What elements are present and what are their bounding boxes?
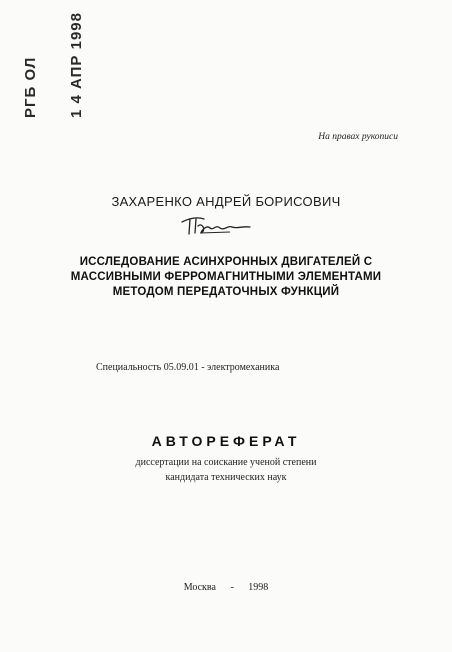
author-name: ЗАХАРЕНКО АНДРЕЙ БОРИСОВИЧ	[111, 194, 341, 209]
degree-purpose	[0, 455, 452, 485]
specialty-line: Специальность 05.09.01 - электромеханика	[96, 362, 280, 373]
stamp-date: 1 4 АПР 1998	[68, 12, 85, 118]
footer-dash: -	[230, 582, 234, 593]
stamp-library: РГБ ОЛ	[22, 56, 39, 118]
place-year	[0, 582, 452, 593]
title-line-3: МЕТОДОМ ПЕРЕДАТОЧНЫХ ФУНКЦИЙ	[112, 286, 340, 298]
signature-icon	[180, 214, 260, 236]
purpose-line-2: кандидата технических наук	[165, 472, 287, 483]
purpose-line-1: диссертации на соискание ученой степени	[135, 457, 317, 468]
manuscript-note: На правах рукописи	[318, 132, 398, 142]
dissertation-title	[0, 255, 452, 300]
abstract-heading: АВТОРЕФЕРАТ	[151, 433, 301, 449]
footer-city: Москва	[183, 582, 216, 593]
footer-year: 1998	[248, 582, 269, 593]
title-line-2: МАССИВНЫМИ ФЕРРОМАГНИТНЫМИ ЭЛЕМЕНТАМИ	[70, 271, 382, 283]
title-line-1: ИССЛЕДОВАНИЕ АСИНХРОННЫХ ДВИГАТЕЛЕЙ С	[79, 256, 373, 268]
